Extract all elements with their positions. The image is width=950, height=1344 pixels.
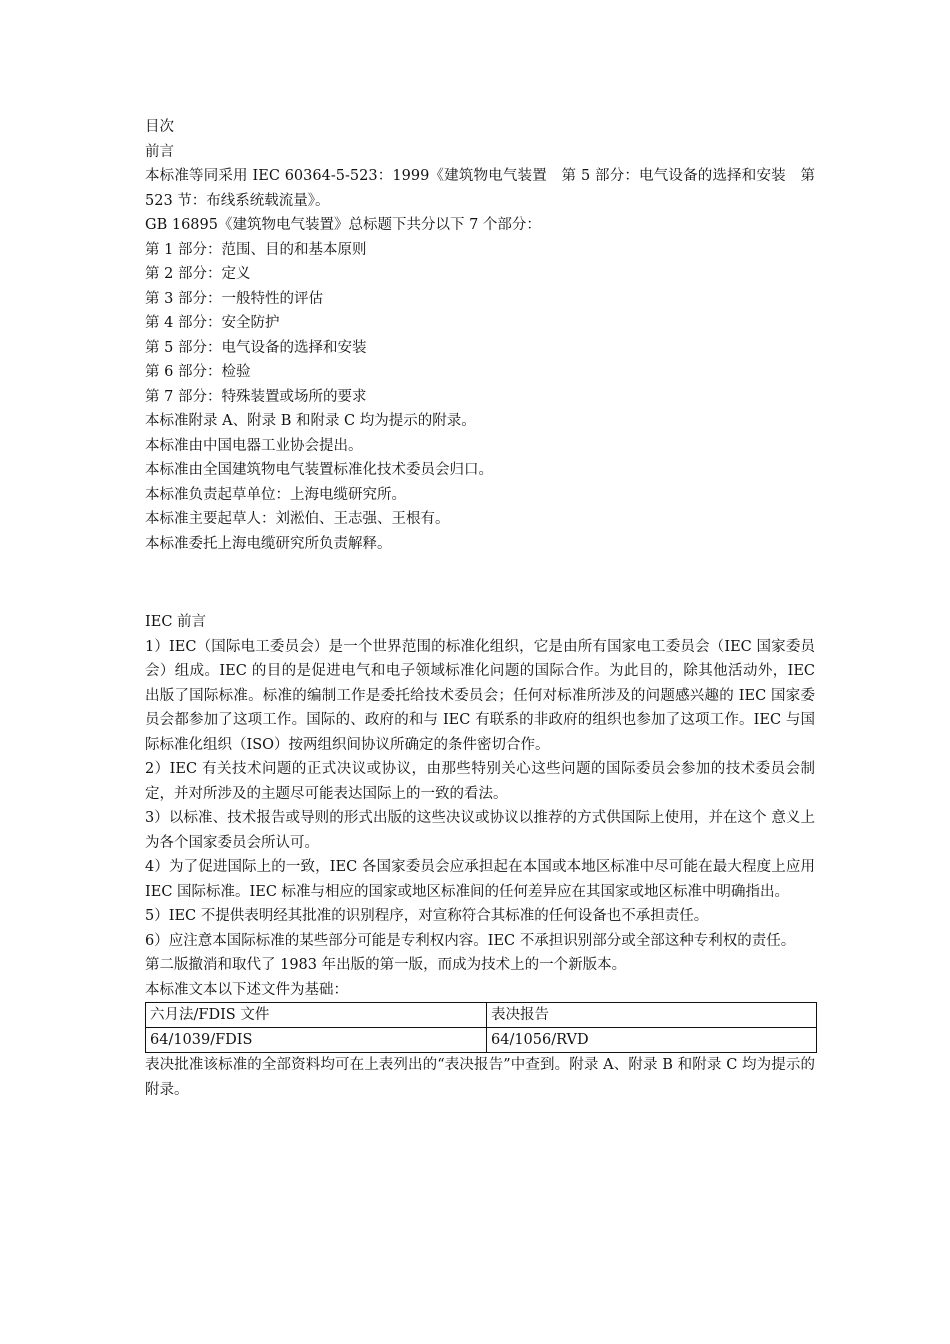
foreword-paragraph: 本标准等同采用 IEC 60364-5-523：1999《建筑物电气装置 第 5 部分：电气设备的选择和安装 第 523 节：布线系统载流量》。 xyxy=(145,168,815,209)
foreword-paragraph: 本标准主要起草人：刘淞伯、王志强、王根有。 xyxy=(145,511,450,527)
basis-documents-table xyxy=(145,1002,817,1053)
part-list-item: 第 4 部分：安全防护 xyxy=(145,315,280,331)
iec-paragraph: 本标准文本以下述文件为基础： xyxy=(145,981,348,998)
foreword-paragraph: 本标准负责起草单位：上海电缆研究所。 xyxy=(145,486,406,503)
foreword-paragraph: 本标准由全国建筑物电气装置标准化技术委员会归口。 xyxy=(145,462,493,478)
closing-paragraph: 表决批准该标准的全部资料均可在上表列出的“表决报告”中查到。附录 A、附录 B 和附录 C 均为提示的附录。 xyxy=(145,1057,815,1098)
document-body xyxy=(145,115,815,1102)
part-list-item: 第 1 部分：范围、目的和基本原则 xyxy=(145,241,367,258)
table-row xyxy=(146,1028,817,1053)
table-cell: 64/1056/RVD xyxy=(487,1028,817,1053)
table-header-cell: 六月法/FDIS 文件 xyxy=(146,1003,487,1028)
iec-paragraph: 4）为了促进国际上的一致，IEC 各国家委员会应承担起在本国或本地区标准中尽可能在最大程度上应用 IEC 国际标准。IEC 标准与相应的国家或地区标准间的任何差异应在其国家或地区标准中明确指出。 xyxy=(145,859,815,900)
foreword-paragraph: GB 16895《建筑物电气装置》总标题下共分以下 7 个部分： xyxy=(145,217,541,233)
part-list-item: 第 5 部分：电气设备的选择和安装 xyxy=(145,339,367,356)
iec-paragraph: 6）应注意本国际标准的某些部分可能是专利权内容。IEC 不承担识别部分或全部这种专利权的责任。 xyxy=(145,932,796,949)
foreword-paragraph: 本标准委托上海电缆研究所负责解释。 xyxy=(145,535,392,552)
iec-paragraph: 1）IEC（国际电工委员会）是一个世界范围的标准化组织，它是由所有国家电工委员会（IEC 国家委员会）组成。IEC 的目的是促进电气和电子领域标准化问题的国际合作。为此目的，除其他活动外，IEC 出版了国际标准。标准的编制工作是委托给技术委员会；任何对标准所涉及的问题感兴趣的 IEC 国家委员会都参加了这项工作。国际的、政府的和与 IEC 有联系的非政府的组织也参加了这项工作。IEC 与国际标准化组织（ISO）按两组织间协议所确定的条件密切合作。 xyxy=(145,638,815,753)
iec-paragraph: 3）以标准、技术报告或导则的形式出版的这些决议或协议以推荐的方式供国际上使用，并在这个 意义上为各个国家委员会所认可。 xyxy=(145,810,815,851)
toc-title: 目次 xyxy=(145,119,174,135)
part-list-item: 第 6 部分：检验 xyxy=(145,364,251,380)
table-header-row xyxy=(146,1003,817,1028)
part-list-item: 第 2 部分：定义 xyxy=(145,266,251,282)
foreword-title: 前言 xyxy=(145,143,174,160)
section-spacer xyxy=(145,556,815,610)
table-cell: 64/1039/FDIS xyxy=(146,1028,487,1053)
iec-paragraph: 2）IEC 有关技术问题的正式决议或协议，由那些特别关心这些问题的国际委员会参加的技术委员会制定，并对所涉及的主题尽可能表达国际上的一致的看法。 xyxy=(145,761,815,802)
part-list-item: 第 3 部分：一般特性的评估 xyxy=(145,290,323,307)
iec-paragraph: 5）IEC 不提供表明经其批准的识别程序，对宣称符合其标准的任何设备也不承担责任。 xyxy=(145,908,709,924)
foreword-paragraph: 本标准由中国电器工业协会提出。 xyxy=(145,437,363,454)
part-list-item: 第 7 部分：特殊装置或场所的要求 xyxy=(145,388,367,405)
iec-paragraph: 第二版撤消和取代了 1983 年出版的第一版，而成为技术上的一个新版本。 xyxy=(145,957,627,973)
iec-foreword-title: IEC 前言 xyxy=(145,614,207,630)
table-header-cell: 表决报告 xyxy=(487,1003,817,1028)
foreword-paragraph: 本标准附录 A、附录 B 和附录 C 均为提示的附录。 xyxy=(145,413,476,429)
